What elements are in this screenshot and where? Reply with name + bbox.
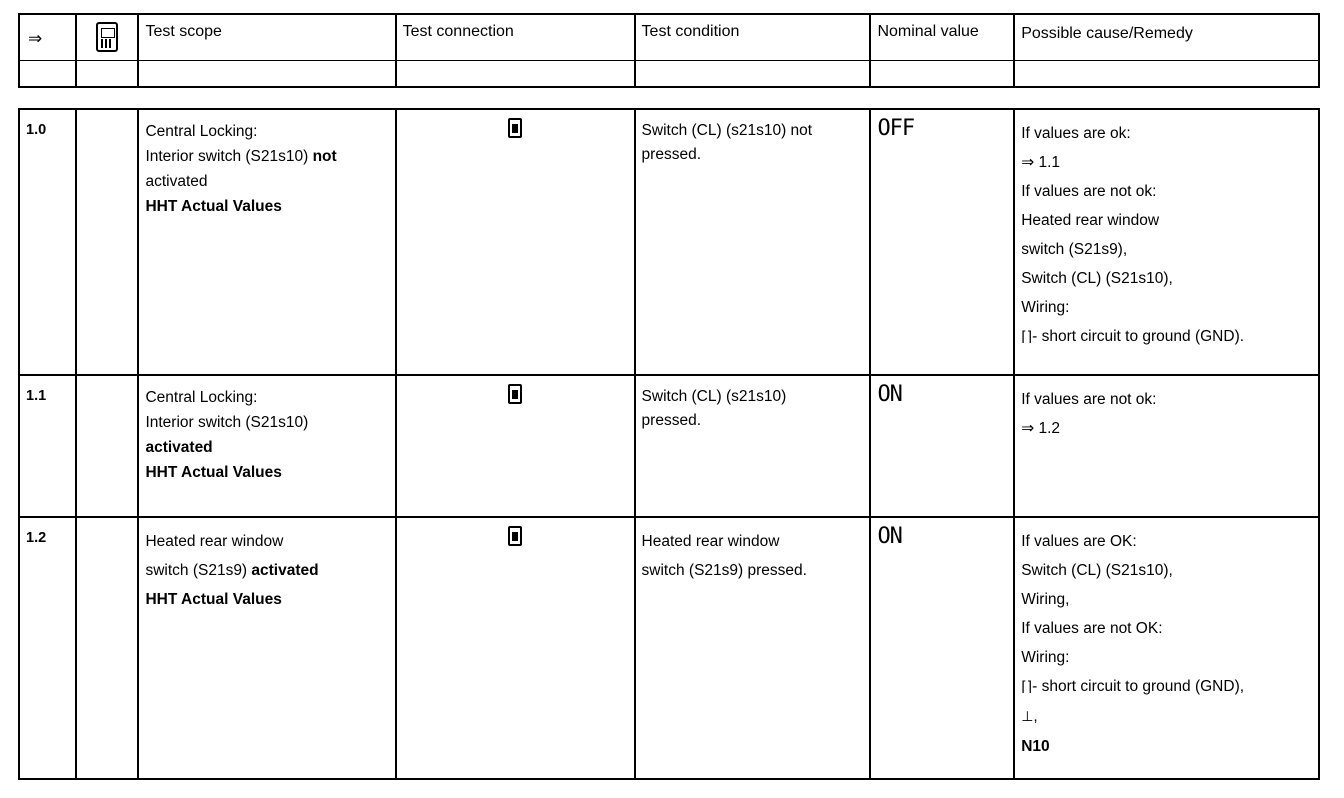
wire-symbol-icon: ⌈⌉ (1021, 329, 1033, 345)
header-arrow-cell (19, 14, 76, 61)
ground-symbol-icon: ⊥ (1021, 709, 1034, 725)
table-row (19, 109, 1319, 375)
header-table (18, 13, 1320, 88)
test-connection-icon (508, 384, 522, 404)
header-hht-cell (76, 14, 139, 61)
test-condition: Switch (CL) (s21s10) not pressed. (641, 122, 813, 163)
header-test-scope: Test scope (138, 14, 395, 61)
test-scope: Central Locking: Interior switch (S21s10) activated HHT Actual Values (145, 389, 309, 481)
test-connection-icon (508, 526, 522, 546)
test-condition: Switch (CL) (s21s10) pressed. (641, 388, 787, 429)
hht-icon (96, 22, 118, 52)
table-row (19, 375, 1319, 517)
header-possible-cause: Possible cause/Remedy (1014, 14, 1319, 61)
nominal-value: ON (877, 382, 902, 407)
arrow-icon: ⇒ (28, 29, 43, 48)
test-connection-icon (508, 118, 522, 138)
header-nominal-value: Nominal value (870, 14, 1014, 61)
test-scope: Central Locking: Interior switch (S21s10) not activated HHT Actual Values (145, 123, 337, 215)
table-row (19, 517, 1319, 779)
possible-cause-remedy: If values are not ok: ⇒ 1.2 (1021, 391, 1157, 437)
test-scope: Heated rear window switch (S21s9) activated HHT Actual Values (145, 533, 319, 608)
header-spacer-row (19, 61, 1319, 88)
nominal-value: OFF (877, 116, 915, 141)
test-condition: Heated rear window switch (S21s9) pressed. (641, 533, 807, 579)
header-test-condition: Test condition (635, 14, 871, 61)
test-steps-table (18, 108, 1320, 780)
header-row (19, 14, 1319, 61)
nominal-value: ON (877, 524, 902, 549)
step-number: 1.2 (26, 530, 47, 546)
step-number: 1.1 (26, 388, 47, 404)
wire-symbol-icon: ⌈⌉ (1021, 679, 1033, 695)
possible-cause-remedy: If values are ok: ⇒ 1.1 If values are not ok: Heated rear window switch (S21s9), Switch (CL) (S21s10), Wiring: ⌈⌉- short circuit to ground (GND). (1021, 125, 1245, 345)
header-test-connection: Test connection (396, 14, 635, 61)
step-number: 1.0 (26, 122, 47, 138)
possible-cause-remedy: If values are OK: Switch (CL) (S21s10), Wiring, If values are not OK: Wiring: ⌈⌉- short circuit to ground (GND), ⊥, N10 (1021, 533, 1245, 755)
